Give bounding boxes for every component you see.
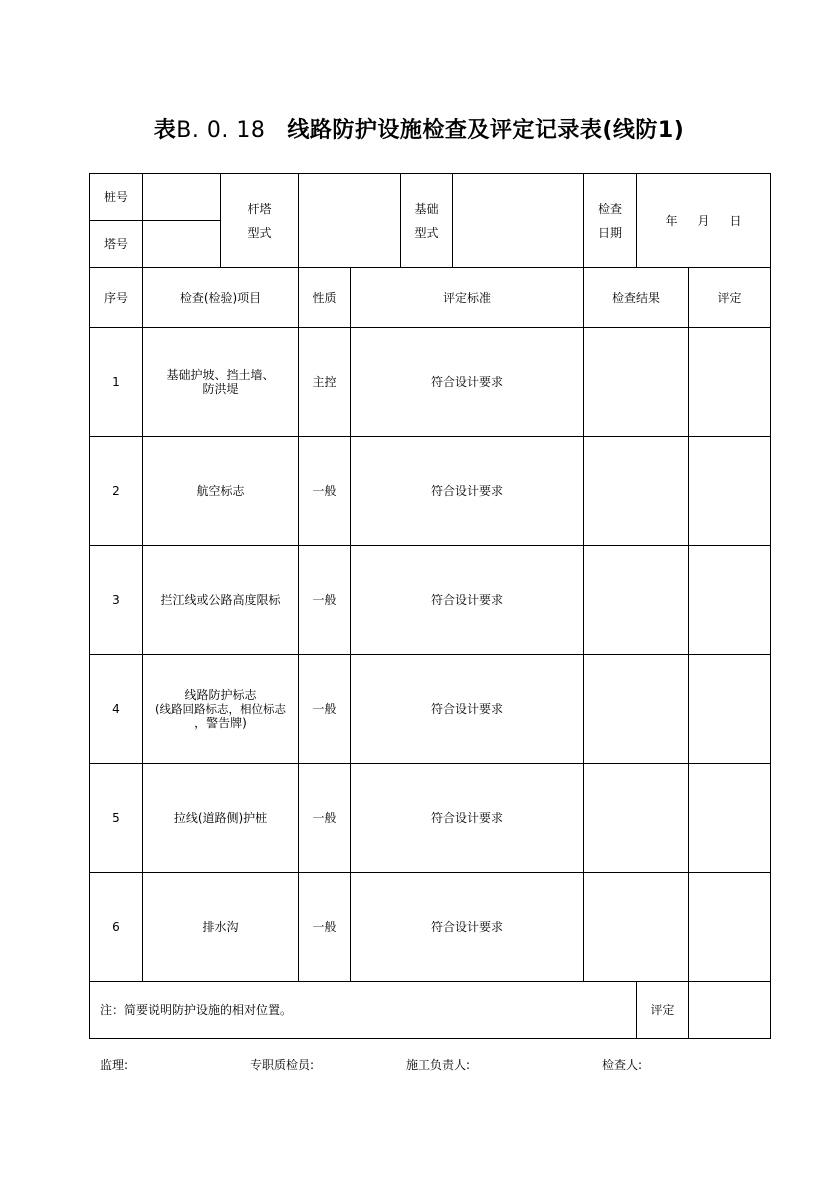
row-result[interactable] (584, 764, 689, 873)
pole-type-value[interactable] (299, 174, 401, 268)
row-result[interactable] (584, 873, 689, 982)
col-nature: 性质 (299, 268, 351, 328)
row-item: 航空标志 (143, 437, 299, 546)
title-text: 线路防护设施检查及评定记录表(线防1) (287, 118, 685, 143)
construction-lead-signature: 施工负责人: (406, 1058, 471, 1072)
quality-inspector-signature: 专职质检员: (250, 1058, 315, 1072)
row-seq: 6 (90, 873, 143, 982)
footer-row (90, 982, 771, 1039)
col-item: 检查(检验)项目 (143, 268, 299, 328)
row-item (143, 655, 299, 764)
table-row (90, 328, 771, 437)
row-rating[interactable] (689, 546, 771, 655)
row-nature: 主控 (299, 328, 351, 437)
note-text: 注：简要说明防护设施的相对位置。 (90, 982, 637, 1039)
pole-type-label-line2: 型式 (247, 225, 272, 240)
row-standard: 符合设计要求 (351, 546, 584, 655)
check-date-label (584, 174, 637, 268)
row-rating[interactable] (689, 873, 771, 982)
row-item-line: ，警告牌) (194, 716, 247, 730)
row-result[interactable] (584, 546, 689, 655)
row-standard: 符合设计要求 (351, 764, 584, 873)
row-item-line: 防洪堤 (202, 382, 239, 396)
column-header-row (90, 268, 771, 328)
footer-rating-value[interactable] (689, 982, 771, 1039)
row-item: 排水沟 (143, 873, 299, 982)
row-item-line: (线路回路标志，相位标志 (155, 702, 286, 716)
foundation-type-label (401, 174, 453, 268)
row-nature: 一般 (299, 655, 351, 764)
date-month: 月 (697, 213, 710, 228)
row-standard: 符合设计要求 (351, 655, 584, 764)
table-row (90, 546, 771, 655)
page-title (0, 113, 838, 144)
row-result[interactable] (584, 437, 689, 546)
check-date-label-line2: 日期 (598, 225, 623, 240)
foundation-type-label-line1: 基础 (414, 201, 439, 216)
row-item: 拦江线或公路高度限标 (143, 546, 299, 655)
row-rating[interactable] (689, 328, 771, 437)
col-rating: 评定 (689, 268, 771, 328)
row-seq: 5 (90, 764, 143, 873)
row-nature: 一般 (299, 437, 351, 546)
check-date-value[interactable] (637, 174, 771, 268)
footer-rating-label: 评定 (637, 982, 689, 1039)
foundation-type-label-line2: 型式 (414, 225, 439, 240)
row-standard: 符合设计要求 (351, 328, 584, 437)
row-result[interactable] (584, 328, 689, 437)
table-row (90, 873, 771, 982)
row-seq: 4 (90, 655, 143, 764)
check-date-label-line1: 检查 (598, 201, 623, 216)
row-nature: 一般 (299, 873, 351, 982)
table-row (90, 764, 771, 873)
title-code: B. 0. 18 (176, 118, 266, 143)
row-item (143, 328, 299, 437)
supervisor-signature: 监理: (100, 1058, 129, 1072)
row-result[interactable] (584, 655, 689, 764)
row-nature: 一般 (299, 546, 351, 655)
row-rating[interactable] (689, 655, 771, 764)
col-standard: 评定标准 (351, 268, 584, 328)
record-table (89, 173, 771, 1039)
row-standard: 符合设计要求 (351, 873, 584, 982)
pole-type-label (221, 174, 299, 268)
row-seq: 3 (90, 546, 143, 655)
row-nature: 一般 (299, 764, 351, 873)
row-rating[interactable] (689, 764, 771, 873)
col-result: 检查结果 (584, 268, 689, 328)
row-seq: 2 (90, 437, 143, 546)
tower-no-label: 塔号 (90, 221, 143, 268)
table-row (90, 437, 771, 546)
row-standard: 符合设计要求 (351, 437, 584, 546)
row-item-line: 基础护坡、挡土墙、 (166, 368, 275, 382)
foundation-type-value[interactable] (453, 174, 584, 268)
date-year: 年 (665, 213, 678, 228)
row-rating[interactable] (689, 437, 771, 546)
col-seq: 序号 (90, 268, 143, 328)
header-row-1 (90, 174, 771, 221)
pile-no-value[interactable] (143, 174, 221, 221)
title-code-prefix: 表 (153, 118, 177, 143)
pile-no-label: 桩号 (90, 174, 143, 221)
pole-type-label-line1: 杆塔 (247, 201, 272, 216)
date-day: 日 (729, 213, 742, 228)
row-item-line: 线路防护标志 (184, 688, 257, 702)
inspector-signature: 检查人: (602, 1058, 643, 1072)
row-item: 拉线(道路侧)护桩 (143, 764, 299, 873)
tower-no-value[interactable] (143, 221, 221, 268)
table-row (90, 655, 771, 764)
row-seq: 1 (90, 328, 143, 437)
